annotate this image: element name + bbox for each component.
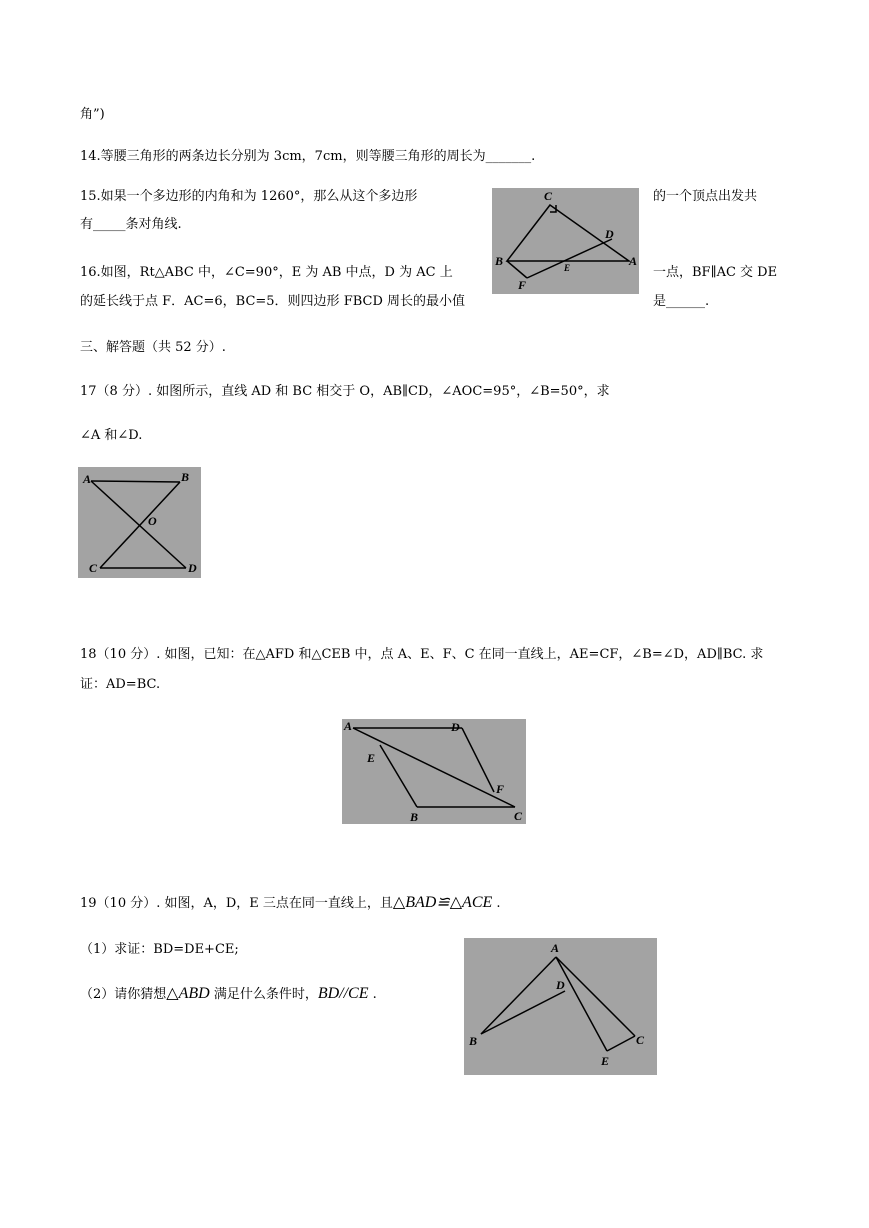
figure-q17 (78, 467, 201, 578)
label-c: C (636, 1033, 645, 1047)
label-a: A (83, 472, 92, 486)
question-19-sub2-mid: 满足什么条件时， (209, 987, 318, 1002)
segment-ab (91, 481, 180, 482)
label-d: D (605, 227, 614, 241)
question-16-part3: 的延长线于点 F．AC=6，BC=5．则四边形 FBCD 周长的最小值 (80, 294, 466, 309)
label-d: D (556, 978, 565, 992)
label-a: A (344, 719, 353, 733)
question-17-part1: 17（8 分）. 如图所示，直线 AD 和 BC 相交于 O，AB∥CD，∠AOC=95°，∠B=50°，求 (80, 384, 610, 399)
label-b: B (495, 254, 504, 268)
segment-ab (481, 957, 556, 1034)
question-19-sub2 (80, 986, 377, 1003)
question-19-sub2-period: . (368, 987, 377, 1002)
figure-q16-svg (492, 188, 639, 294)
section-3-heading: 三、解答题（共 52 分）. (80, 340, 226, 355)
segment-df (462, 728, 494, 792)
segment-ad (91, 481, 186, 568)
question-14: 14.等腰三角形的两条边长分别为 3cm，7cm，则等腰三角形的周长为_______. (80, 149, 536, 164)
question-15-part2: 的一个顶点出发共 (653, 189, 758, 204)
line-continuation: 角”) (80, 107, 105, 122)
label-b: B (181, 470, 190, 484)
math-congruence: △BAD≌△ACE (392, 894, 493, 911)
label-d: D (451, 720, 460, 734)
segment-eb (380, 745, 417, 807)
question-19-sub1: （1）求证：BD=DE+CE; (80, 942, 239, 957)
question-17-part2: ∠A 和∠D. (80, 428, 143, 443)
question-19-text: 19（10 分）. 如图，A，D，E 三点在同一直线上，且 (80, 896, 393, 911)
label-c: C (514, 809, 523, 823)
question-18-part2: 证：AD=BC. (80, 677, 161, 692)
question-16-part2: 一点，BF∥AC 交 DE (653, 265, 778, 280)
question-19-sub2-text: （2）请你猜想 (80, 987, 167, 1002)
segment-bd (481, 991, 565, 1034)
label-c: C (89, 561, 98, 575)
segment-ac (556, 957, 635, 1036)
label-d: D (188, 561, 197, 575)
segment-ec (607, 1036, 635, 1051)
figure-q19 (464, 938, 657, 1075)
question-19-period: . (492, 896, 501, 911)
label-f: F (518, 278, 527, 292)
segment-ac (353, 728, 515, 807)
label-e: E (564, 263, 571, 273)
segment-bf (507, 261, 527, 278)
question-18-part1: 18（10 分）. 如图，已知：在△AFD 和△CEB 中，点 A、E、F、C 在同一直线上，AE=CF，∠B=∠D，AD∥BC. 求 (80, 647, 764, 662)
label-o: O (148, 514, 157, 528)
segment-ae (556, 957, 607, 1051)
label-f: F (496, 782, 505, 796)
math-triangle-abd: △ABD (166, 985, 210, 1002)
label-e: E (601, 1054, 610, 1068)
figure-q17-svg (78, 467, 201, 578)
label-a: A (551, 941, 560, 955)
figure-q16 (492, 188, 639, 294)
label-c: C (544, 189, 553, 203)
label-b: B (410, 810, 419, 824)
figure-q18 (342, 719, 526, 824)
question-15-part3: 有_____条对角线. (80, 217, 182, 232)
figure-q18-svg (342, 719, 526, 824)
label-e: E (367, 751, 376, 765)
label-b: B (469, 1034, 478, 1048)
question-16-part4: 是______. (653, 294, 710, 309)
segment-bc (100, 482, 180, 568)
question-15-part1: 15.如果一个多边形的内角和为 1260°，那么从这个多边形 (80, 189, 418, 204)
question-19-part1 (80, 895, 501, 912)
figure-q19-svg (464, 938, 657, 1075)
math-parallel: BD//CE (317, 985, 369, 1002)
label-a: A (629, 254, 638, 268)
question-16-part1: 16.如图，Rt△ABC 中，∠C=90°，E 为 AB 中点，D 为 AC 上 (80, 265, 453, 280)
